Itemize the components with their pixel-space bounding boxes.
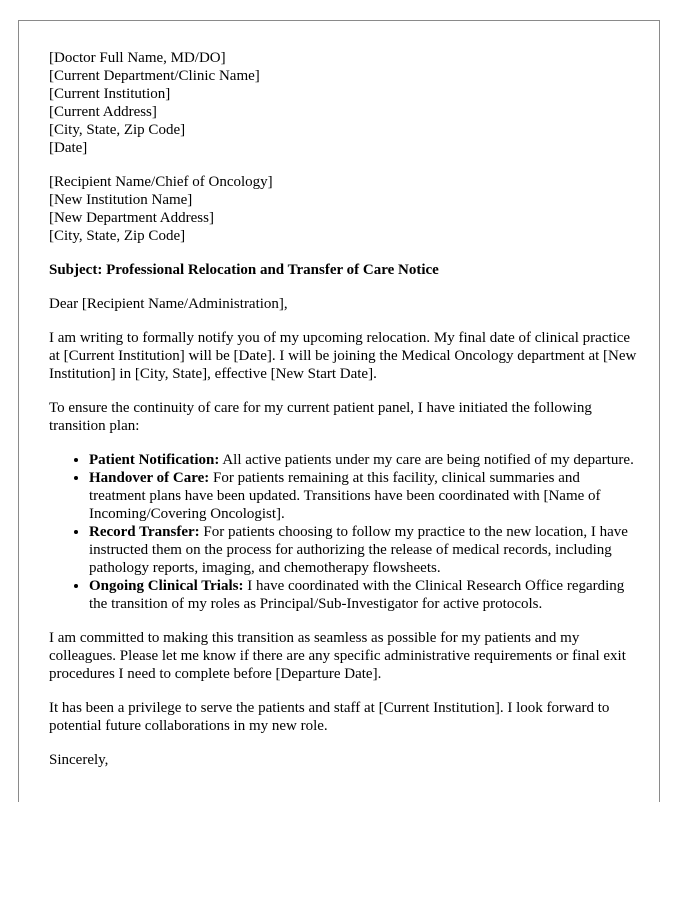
list-item — [89, 577, 639, 613]
recipient-city-state-zip: [City, State, Zip Code] — [49, 228, 186, 244]
salutation: Dear [Recipient Name/Administration], — [49, 296, 288, 312]
list-item-text: For patients remaining at this facility, clinical summaries and treatment plans have been updated. Transitions have been coordinated with [Name of Incoming/Covering Oncologist]. — [89, 470, 601, 522]
signoff: Sincerely, — [49, 752, 109, 768]
sender-department: [Current Department/Clinic Name] — [49, 68, 260, 84]
list-item-term: Patient Notification: — [89, 452, 220, 468]
list-item-term: Record Transfer: — [89, 524, 200, 540]
list-item-text: I have coordinated with the Clinical Research Office regarding the transition of my roles as Principal/Sub-Investigator for active protocols. — [89, 578, 625, 612]
transition-plan-list — [49, 451, 639, 613]
recipient-address: [New Department Address] — [49, 210, 214, 226]
paragraph-closing-thought: It has been a privilege to serve the patients and staff at [Current Institution]. I look forward to potential future collaborations in my new role. — [49, 700, 610, 734]
recipient-name: [Recipient Name/Chief of Oncology] — [49, 174, 273, 190]
paragraph-plan-intro: To ensure the continuity of care for my current patient panel, I have initiated the following transition plan: — [49, 400, 592, 434]
list-item-term: Ongoing Clinical Trials: — [89, 578, 244, 594]
sender-address-block — [49, 49, 639, 157]
sender-address: [Current Address] — [49, 104, 157, 120]
letter-page — [18, 20, 660, 802]
recipient-institution: [New Institution Name] — [49, 192, 193, 208]
recipient-address-block — [49, 173, 639, 245]
sender-institution: [Current Institution] — [49, 86, 171, 102]
letter-subject: Subject: Professional Relocation and Transfer of Care Notice — [49, 262, 439, 278]
list-item — [89, 451, 639, 469]
list-item-text: For patients choosing to follow my practice to the new location, I have instructed them on the process for authorizing the release of medical records, including pathology reports, imaging, and chemotherapy flowsheets. — [89, 524, 628, 576]
letter-content — [49, 49, 639, 785]
letter-date: [Date] — [49, 140, 88, 156]
list-item — [89, 469, 639, 523]
paragraph-intro: I am writing to formally notify you of my upcoming relocation. My final date of clinical practice at [Current Institution] will be [Date]. I will be joining the Medical Oncology department at [New Institution] in [City, State], effective [New Start Date]. — [49, 330, 637, 382]
sender-name: [Doctor Full Name, MD/DO] — [49, 50, 226, 66]
list-item-term: Handover of Care: — [89, 470, 210, 486]
list-item-text: All active patients under my care are being notified of my departure. — [219, 452, 634, 468]
sender-city-state-zip: [City, State, Zip Code] — [49, 122, 186, 138]
paragraph-commitment: I am committed to making this transition as seamless as possible for my patients and my colleagues. Please let me know if there are any specific administrative requirements or final exit procedures I need to complete before [Departure Date]. — [49, 630, 626, 682]
list-item — [89, 523, 639, 577]
